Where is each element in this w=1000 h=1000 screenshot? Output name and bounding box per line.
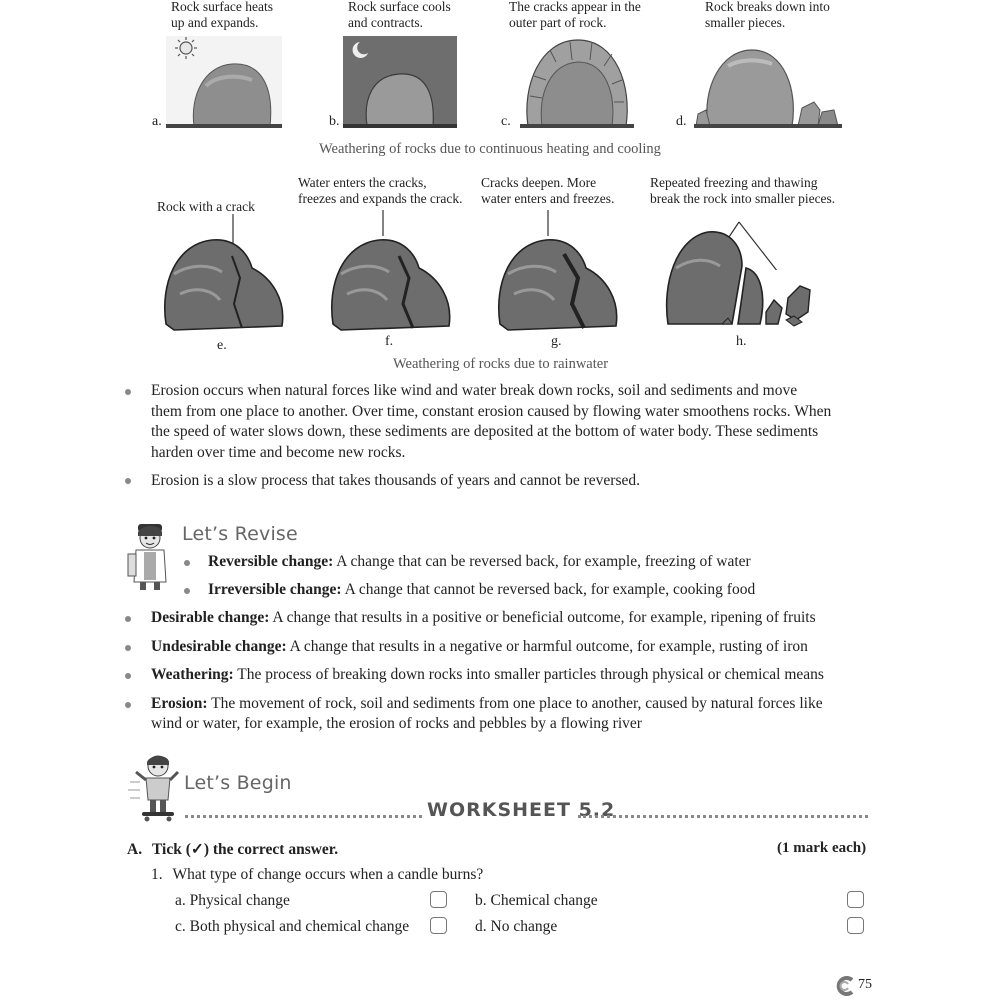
section-a-instruction [127,840,338,859]
rock-cooling-image [343,36,457,130]
label-g: g. [551,334,562,349]
bullet-icon [125,645,131,651]
rock-with-crack-image [160,234,288,332]
option-a-checkbox[interactable] [430,891,447,908]
instruction-text: Tick (✓) the correct answer. [151,841,339,858]
label-h: h. [736,334,747,349]
caption-panel-c: The cracks appear in the outer part of rock. [509,0,641,30]
caption-panel-h: Repeated freezing and thawing break the rock into smaller pieces. [650,175,836,206]
dotted-rule-right [578,815,868,818]
label-c: c. [501,114,511,129]
rock-cracks-deepen-image [494,234,622,332]
caption-panel-g: Cracks deepen. More water enters and freezes. [481,175,615,206]
option-b-label: b. Chemical change [475,892,598,909]
lets-begin-heading: Let’s Begin [184,772,292,794]
bullet-icon [184,588,190,594]
rainwater-figure-caption: Weathering of rocks due to rainwater [393,356,609,372]
question-1 [151,866,483,884]
question-number: 1. [151,866,163,883]
option-d-label: d. No change [475,918,558,935]
caption-panel-d: Rock breaks down into smaller pieces. [705,0,830,30]
label-e: e. [217,338,227,353]
heating-figure-caption: Weathering of rocks due to continuous heating and cooling [319,141,661,157]
caption-panel-b: Rock surface cools and contracts. [348,0,451,30]
skateboard-mascot-icon [128,752,180,822]
bullet-icon [184,560,190,566]
revise-item-weathering: Weathering: The process of breaking down rocks into smaller particles through physical or chemical means [151,666,824,683]
option-d-checkbox[interactable] [847,917,864,934]
marks-label: (1 mark each) [777,840,867,856]
option-a-label: a. Physical change [175,892,290,909]
rock-cracks-image [520,36,634,130]
rock-heating-image [166,36,282,130]
caption-panel-e: Rock with a crack [157,199,255,214]
erosion-slow-paragraph: Erosion is a slow process that takes thousands of years and cannot be reversed. [151,472,640,489]
revise-item-irreversible: Irreversible change: A change that cannot be reversed back, for example, cooking food [208,581,756,598]
option-b-checkbox[interactable] [847,891,864,908]
rock-water-freezes-image [327,234,455,332]
label-d: d. [676,114,687,129]
revise-item-desirable: Desirable change: A change that results in a positive or beneficial outcome, for example, ripening of fruits [151,609,816,626]
option-c-checkbox[interactable] [430,917,447,934]
label-f: f. [385,334,394,349]
rock-pieces-image [662,228,816,330]
bullet-icon [125,478,131,484]
dotted-rule-left [185,815,422,818]
revise-item-erosion: Erosion: The movement of rock, soil and sediments from one place to another, caused by natural forces like wind or water, for example, the erosion of rocks and pebbles by a flowing river [151,695,823,732]
lets-revise-heading: Let’s Revise [182,523,298,545]
option-c-label: c. Both physical and chemical change [175,918,410,935]
bullet-icon [125,616,131,622]
erosion-paragraph: Erosion occurs when natural forces like wind and water break down rocks, soil and sediments and move them from one place to another. Over time, constant erosion caused by flowing water smoothens rocks. When the speed of water slows down, these sediments are deposited at the bottom of water body. These sediments harden over time and become new rocks. [151,382,832,461]
rock-broken-image [694,36,842,130]
bullet-icon [125,389,131,395]
page-number: 75 [858,977,872,992]
revise-item-reversible: Reversible change: A change that can be reversed back, for example, freezing of water [208,553,751,570]
revise-item-undesirable: Undesirable change: A change that results in a negative or harmful outcome, for example, rusting of iron [151,638,808,655]
label-b: b. [329,114,340,129]
caption-panel-f: Water enters the cracks, freezes and expands the crack. [298,175,463,206]
section-a-label: A. [127,841,143,858]
question-text: What type of change occurs when a candle burns? [172,866,484,883]
bullet-icon [125,673,131,679]
caption-panel-a: Rock surface heats up and expands. [171,0,273,30]
page-number-logo-icon [834,975,856,997]
bullet-icon [125,702,131,708]
label-a: a. [152,114,162,129]
worksheet-title: WORKSHEET 5.2 [427,799,616,821]
student-mascot-icon [124,520,172,592]
